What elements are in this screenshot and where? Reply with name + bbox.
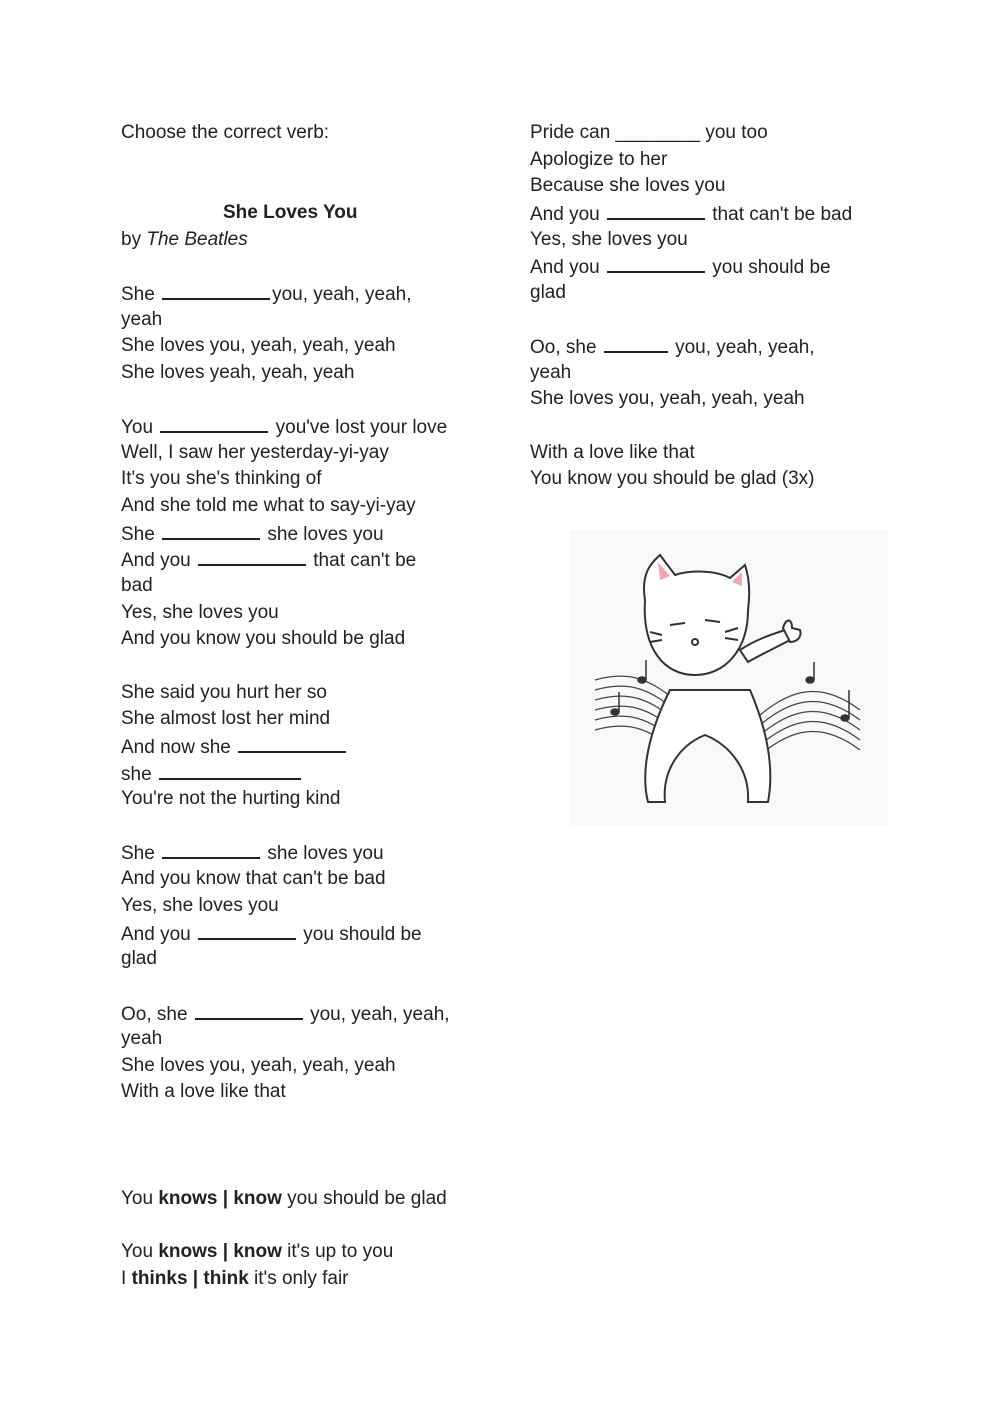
answer-blank[interactable] bbox=[198, 922, 296, 940]
answer-blank[interactable] bbox=[604, 335, 668, 353]
lyric-line: yeah bbox=[121, 1028, 163, 1049]
lyric-line: And you that can't be bad bbox=[530, 204, 853, 225]
lyric-line: She she loves you bbox=[121, 524, 384, 545]
cat-arm bbox=[740, 630, 790, 662]
lyric-line: Yes, she loves you bbox=[530, 229, 688, 250]
verb-choice[interactable]: thinks | think bbox=[131, 1268, 249, 1289]
answer-blank[interactable] bbox=[238, 735, 346, 753]
instruction: Choose the correct verb: bbox=[121, 122, 330, 143]
music-staff-right bbox=[760, 691, 860, 755]
answer-blank[interactable] bbox=[162, 522, 260, 540]
song-title: She Loves You bbox=[223, 202, 358, 223]
by-prefix: by bbox=[121, 229, 147, 250]
lyric-line: Well, I saw her yesterday-yi-yay bbox=[121, 442, 389, 463]
choice-line: You knows | know you should be glad bbox=[121, 1188, 447, 1209]
verb-choice[interactable]: knows | know bbox=[158, 1241, 282, 1262]
lyric-line: With a love like that bbox=[530, 442, 695, 463]
lyric-line: Oo, she you, yeah, yeah, bbox=[121, 1004, 450, 1025]
lyric-line: And you know you should be glad bbox=[121, 628, 406, 649]
dancing-cat-illustration bbox=[570, 530, 888, 825]
lyric-line: And you you should be bbox=[530, 257, 831, 278]
lyric-line: And now she bbox=[121, 735, 348, 759]
lyric-line: She loves yeah, yeah, yeah bbox=[121, 362, 355, 383]
cat-music-drawing bbox=[570, 530, 888, 825]
lyric-line: Yes, she loves you bbox=[121, 895, 279, 916]
lyric-line: She you, yeah, yeah, bbox=[121, 284, 412, 305]
answer-blank[interactable] bbox=[160, 415, 268, 433]
lyric-line: She she loves you bbox=[121, 843, 384, 864]
lyric-line: You're not the hurting kind bbox=[121, 788, 341, 809]
lyric-line: And you you should be bbox=[121, 924, 422, 945]
answer-blank[interactable] bbox=[162, 841, 260, 859]
lyric-line: And she told me what to say-yi-yay bbox=[121, 495, 416, 516]
lyric-line: You know you should be glad (3x) bbox=[530, 468, 815, 489]
lyric-line: You you've lost your love bbox=[121, 417, 448, 438]
lyric-line: glad bbox=[530, 282, 566, 303]
answer-blank[interactable] bbox=[607, 255, 705, 273]
lyric-line: And you know that can't be bad bbox=[121, 868, 386, 889]
lyric-line: glad bbox=[121, 948, 157, 969]
lyric-line: Apologize to her bbox=[530, 149, 668, 170]
lyric-line: And you that can't be bbox=[121, 550, 417, 571]
answer-blank[interactable] bbox=[162, 282, 270, 300]
choice-line: I thinks | think it's only fair bbox=[121, 1268, 349, 1289]
lyric-line: She said you hurt her so bbox=[121, 682, 327, 703]
lyric-line: It's you she's thinking of bbox=[121, 468, 322, 489]
lyric-line: yeah bbox=[530, 362, 572, 383]
answer-blank[interactable] bbox=[195, 1002, 303, 1020]
lyric-line: Yes, she loves you bbox=[121, 602, 279, 623]
lyric-line: bad bbox=[121, 575, 153, 596]
cat-body bbox=[645, 690, 770, 802]
choice-line: You knows | know it's up to you bbox=[121, 1241, 394, 1262]
lyric-line: She loves you, yeah, yeah, yeah bbox=[121, 335, 396, 356]
lyric-line: Because she loves you bbox=[530, 175, 726, 196]
answer-blank[interactable] bbox=[159, 762, 301, 780]
lyric-line: yeah bbox=[121, 309, 163, 330]
answer-blank[interactable] bbox=[607, 202, 705, 220]
verb-choice[interactable]: knows | know bbox=[158, 1188, 282, 1209]
lyric-line: She loves you, yeah, yeah, yeah bbox=[121, 1055, 396, 1076]
song-byline bbox=[121, 229, 248, 251]
lyric-line: With a love like that bbox=[121, 1081, 286, 1102]
lyric-line: Oo, she you, yeah, yeah, bbox=[530, 337, 815, 358]
lyric-line: she bbox=[121, 762, 303, 786]
answer-blank[interactable] bbox=[198, 548, 306, 566]
lyric-line: She almost lost her mind bbox=[121, 708, 331, 729]
lyric-line: She loves you, yeah, yeah, yeah bbox=[530, 388, 805, 409]
artist: The Beatles bbox=[146, 229, 248, 250]
lyric-line: Pride can ________ you too bbox=[530, 122, 768, 143]
